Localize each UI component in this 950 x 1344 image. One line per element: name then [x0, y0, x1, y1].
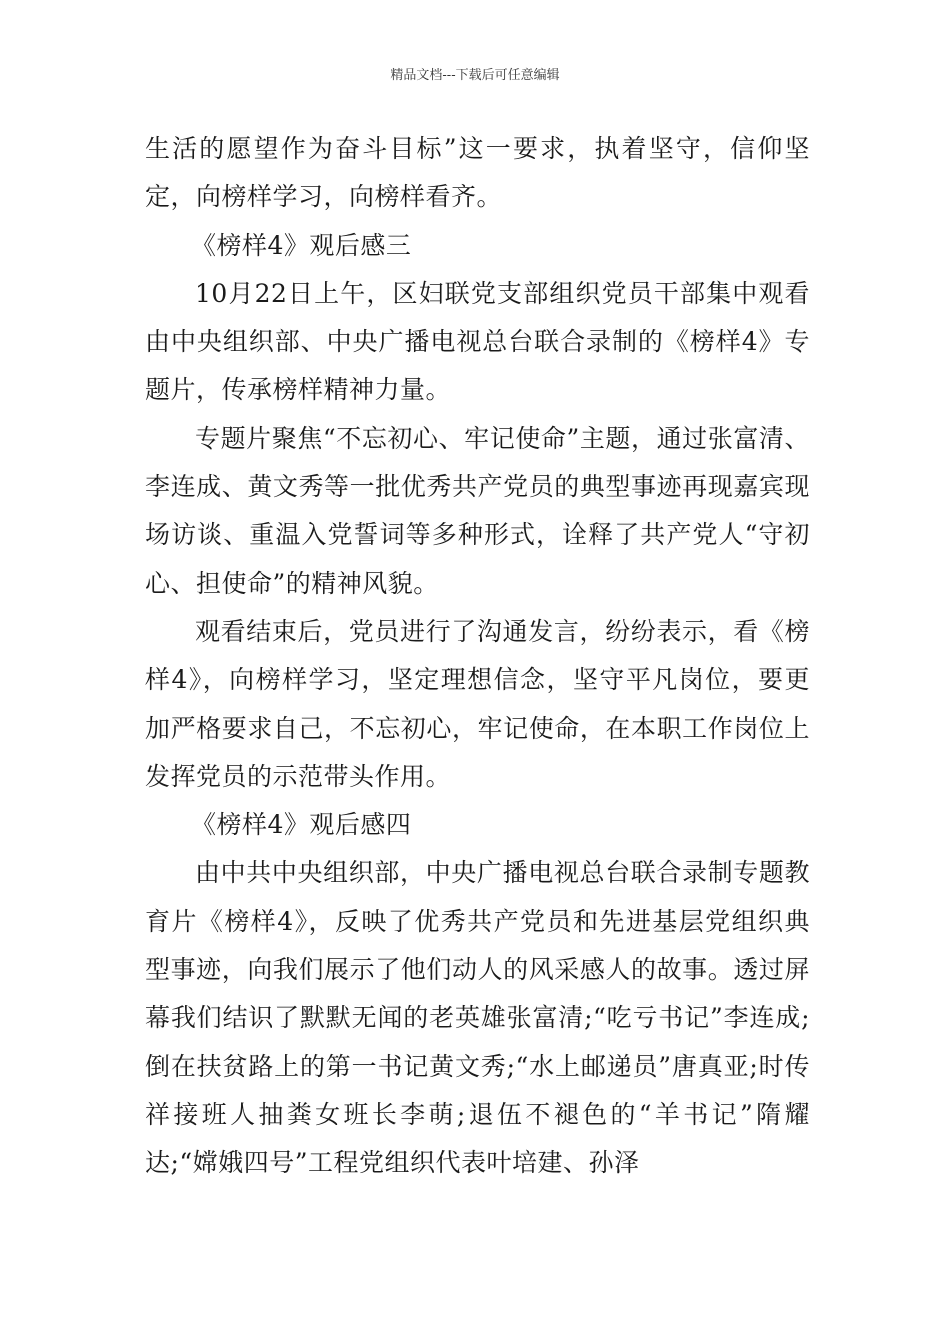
section-heading: 《榜样4》观后感三 [191, 230, 412, 260]
section-heading: 《榜样4》观后感四 [191, 810, 412, 840]
page-header: 精品文档---下载后可任意编辑 [390, 68, 560, 83]
paragraph: 专题片聚焦“不忘初心、牢记使命”主题，通过张富清、李连成、黄文秀等一批优秀共产党员的典型事迹再现嘉宾现场访谈、重温入党誓词等多种形式，诠释了共产党人“守初心、担使命”的精神风貌。 [145, 423, 810, 598]
paragraph: 10月22日上午，区妇联党支部组织党员干部集中观看由中央组织部、中央广播电视总台联合录制的《榜样4》专题片，传承榜样精神力量。 [145, 278, 810, 405]
paragraph-continuation: 生活的愿望作为奋斗目标”这一要求，执着坚守，信仰坚定，向榜样学习，向榜样看齐。 [145, 134, 810, 212]
document-body [145, 125, 810, 1188]
paragraph: 由中共中央组织部，中央广播电视总台联合录制专题教育片《榜样4》，反映了优秀共产党员和先进基层党组织典型事迹，向我们展示了他们动人的风采感人的故事。透过屏幕我们结识了默默无闻的老英雄张富清;“吃亏书记”李连成;倒在扶贫路上的第一书记黄文秀;“水上邮递员”唐真亚;时传祥接班人抽粪女班长李萌;退伍不褪色的“羊书记”隋耀达;“嫦娥四号”工程党组织代表叶培建、孙泽 [145, 858, 810, 1178]
paragraph: 观看结束后，党员进行了沟通发言，纷纷表示，看《榜样4》，向榜样学习，坚定理想信念，坚守平凡岗位，要更加严格要求自己，不忘初心，牢记使命，在本职工作岗位上发挥党员的示范带头作用。 [145, 616, 810, 791]
